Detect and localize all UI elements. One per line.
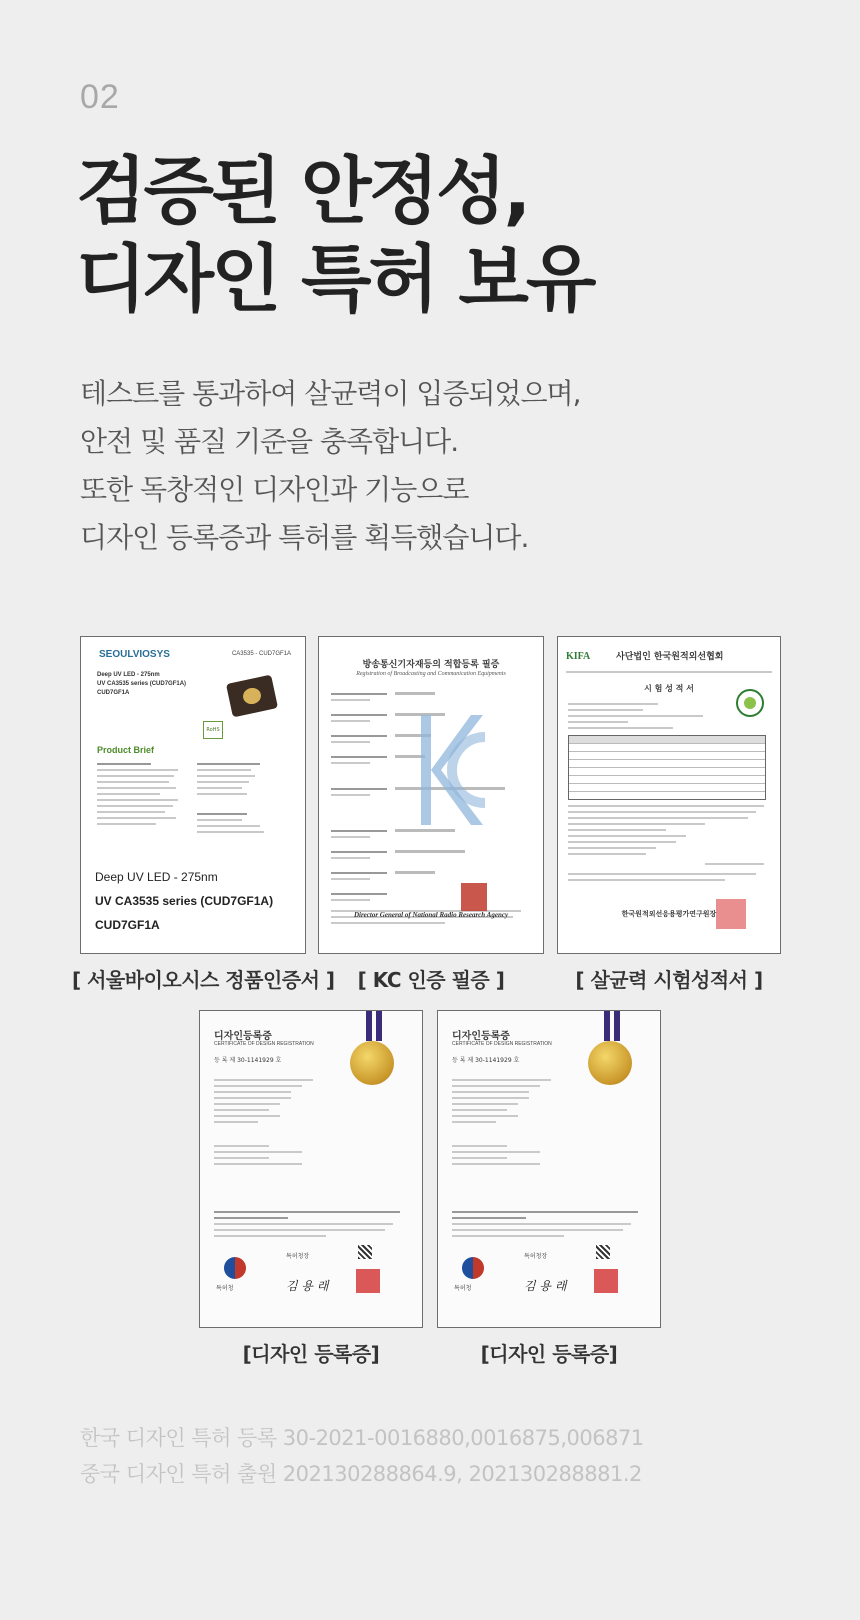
seoul-viosys-logo: SEOULVIOSYS xyxy=(99,649,170,660)
features-column xyxy=(197,759,287,837)
description-line: 안전 및 품질 기준을 충족합니다. xyxy=(80,425,459,458)
kc-agency-name: Director General of National Radio Research Agency xyxy=(353,911,509,919)
caption-design-cert-2: [디자인 등록증] xyxy=(480,1342,618,1366)
description-line: 또한 독창적인 디자인과 기능으로 xyxy=(80,473,469,506)
report-fields xyxy=(568,699,718,733)
cert-number: 등 록 제 30-1141929 호 xyxy=(452,1057,520,1064)
footnote-korea: 한국 디자인 특허 등록 30-2021-0016880,0016875,006871 xyxy=(80,1426,644,1450)
qr-code-icon xyxy=(596,1245,610,1259)
office-name: 특허청 xyxy=(454,1285,472,1292)
description-line: 테스트를 통과하여 살균력이 입증되었으며, xyxy=(80,377,581,410)
cert-statement xyxy=(214,1207,400,1241)
caption-kc: [ KC 인증 필증 ] xyxy=(357,968,505,992)
cert-statement xyxy=(452,1207,638,1241)
gold-medal-icon xyxy=(588,1041,632,1085)
product-code: CA3535 - CUD7GF1A xyxy=(231,651,291,657)
cert-subtitle: CERTIFICATE OF DESIGN REGISTRATION xyxy=(214,1041,314,1047)
kifa-organization: 사단법인 한국원적외선협회 xyxy=(616,652,724,662)
cert-fields xyxy=(452,1075,562,1169)
cert-title: 디자인등록증 xyxy=(452,1031,510,1042)
product-brief-heading: Product Brief xyxy=(97,745,155,755)
commissioner-name: 김 용 래 xyxy=(286,1279,329,1293)
design-registration-certificate-image xyxy=(437,1010,661,1328)
commissioner-title: 특허청장 xyxy=(524,1253,548,1260)
title-line-2: 디자인 특허 보유 xyxy=(76,237,594,322)
caption-design-cert-1: [디자인 등록증] xyxy=(242,1342,380,1366)
test-result-table xyxy=(568,735,766,800)
footnote-china: 중국 디자인 특허 출원 202130288864.9, 202130288881.2 xyxy=(80,1462,642,1486)
title-line-1: 검증된 안정성, xyxy=(76,149,529,234)
patent-footnotes xyxy=(80,1420,644,1492)
cert-subtitle: CERTIFICATE OF DESIGN REGISTRATION xyxy=(452,1041,552,1047)
report-heading: 시 험 성 적 서 xyxy=(644,684,694,693)
report-signatory: 한국원적외선응용평가연구원장 xyxy=(621,910,717,918)
kifa-logo: KIFA xyxy=(566,651,591,662)
cert-fields xyxy=(214,1075,324,1169)
cert-number: 등 록 제 30-1141929 호 xyxy=(214,1057,282,1064)
cert-title: 디자인등록증 xyxy=(214,1031,272,1042)
kc-mark-icon xyxy=(419,707,489,837)
kc-title-english: Registration of Broadcasting and Communication Equipments xyxy=(356,671,506,677)
kifa-emblem-icon xyxy=(736,689,764,717)
caption-seoul-viosys: [ 서울바이오시스 정품인증서 ] xyxy=(72,968,335,992)
description-column xyxy=(97,759,187,829)
official-seal-icon xyxy=(594,1269,618,1293)
section-number: 02 xyxy=(80,78,120,116)
description xyxy=(80,370,580,562)
gold-medal-icon xyxy=(350,1041,394,1085)
seoul-viosys-certificate-image xyxy=(80,636,306,954)
official-seal-icon xyxy=(461,883,487,911)
kc-certification-image xyxy=(318,636,544,954)
design-registration-certificate-image xyxy=(199,1010,423,1328)
commissioner-title: 특허청장 xyxy=(286,1253,310,1260)
official-seal-icon xyxy=(356,1269,380,1293)
commissioner-name: 김 용 래 xyxy=(524,1279,567,1293)
page-title xyxy=(76,148,593,324)
rohs-icon: RoHS xyxy=(203,721,223,739)
sterilization-test-report-image xyxy=(557,636,781,954)
led-chip-image xyxy=(226,675,278,718)
product-header: Deep UV LED - 275nm UV CA3535 series (CUD7GF1A) CUD7GF1A xyxy=(97,672,187,696)
kipo-logo-icon xyxy=(224,1257,246,1279)
office-name: 특허청 xyxy=(216,1285,234,1292)
test-notes xyxy=(568,801,764,885)
kc-title-korean: 방송통신기자재등의 적합등록 필증 xyxy=(362,660,500,670)
description-line: 디자인 등록증과 특허를 획득했습니다. xyxy=(80,521,529,554)
qr-code-icon xyxy=(358,1245,372,1259)
kipo-logo-icon xyxy=(462,1257,484,1279)
caption-test-report: [ 살균력 시험성적서 ] xyxy=(575,968,763,992)
product-name-box: Deep UV LED - 275nm UV CA3535 series (CUD7GF1A) CUD7GF1A xyxy=(95,870,274,932)
